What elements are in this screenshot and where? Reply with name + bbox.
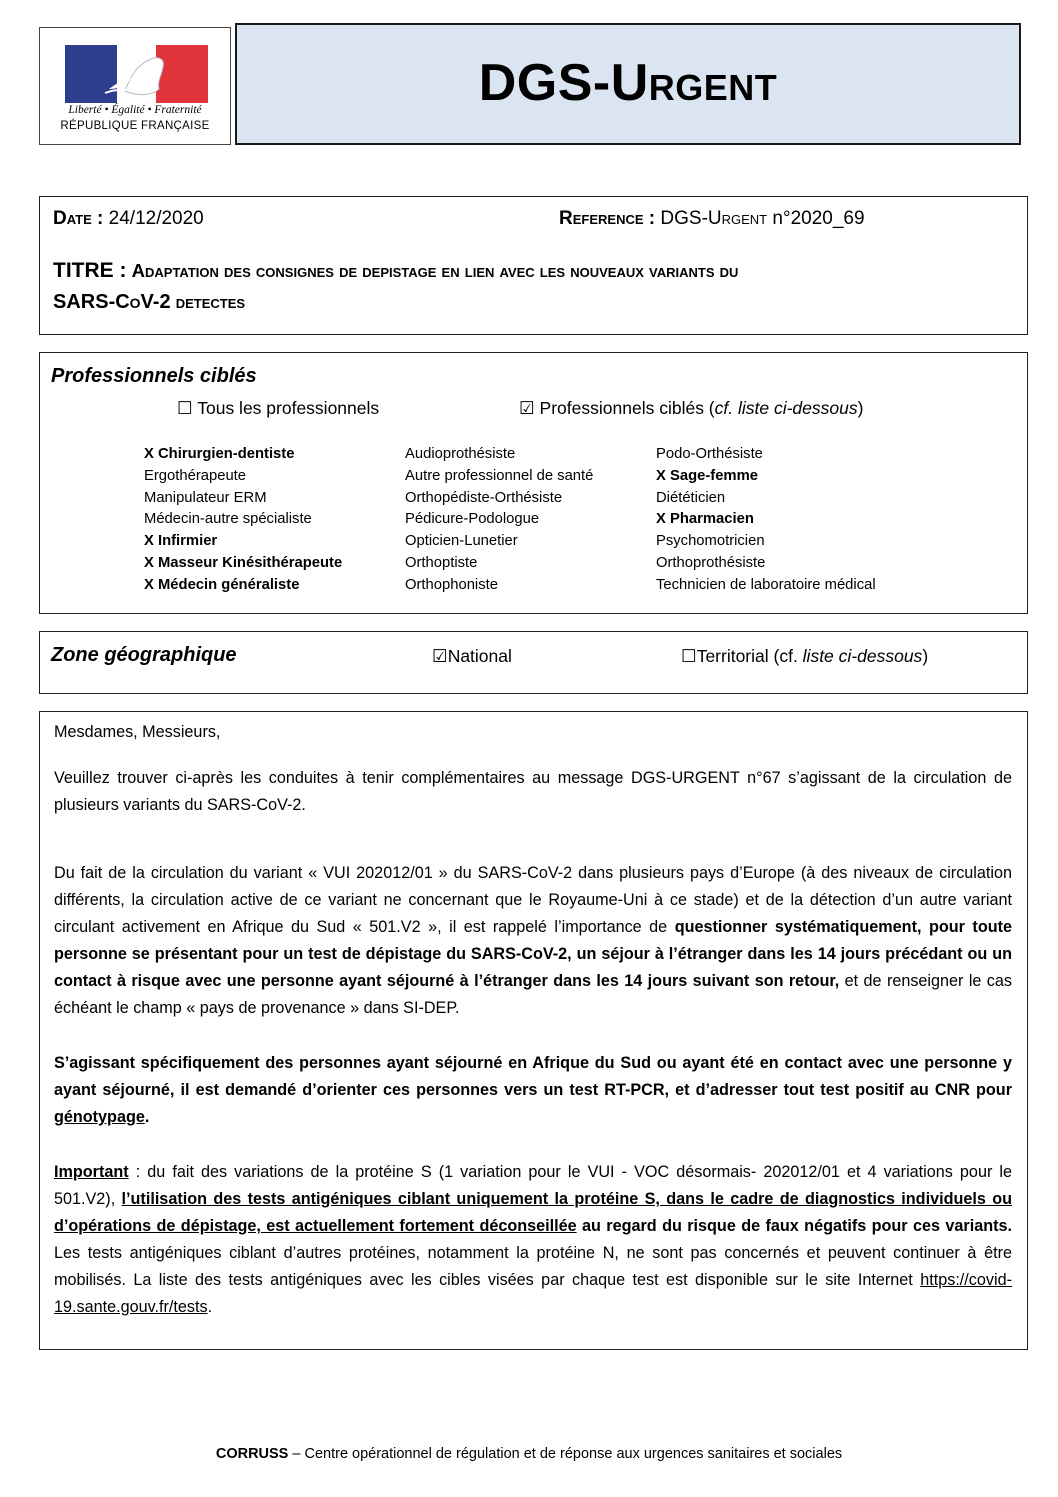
paragraph-south-africa: [54, 1050, 1012, 1131]
paragraph-important: [54, 1159, 1012, 1321]
reference-box: [39, 196, 1028, 335]
important-warning: l’utilisation des tests antigéniques ciblant uniquement la protéine S, dans le cadre de diagnostics individuels ou d’opérations de dépistage, est actuellement fortement déconseillée: [54, 1190, 1012, 1235]
option-targeted-suffix: ): [857, 398, 864, 418]
profession-item: Audioprothésiste: [405, 446, 516, 462]
important-warning-end: au regard du risque de faux négatifs pour ces variants.: [576, 1217, 1012, 1235]
greeting: Mesdames, Messieurs,: [54, 723, 221, 741]
profession-item: Technicien de laboratoire médical: [656, 576, 876, 593]
paragraph-intro: Veuillez trouver ci-après les conduites à tenir complémentaires au message DGS-URGENT n°67 s’agissant de la circulation de plusieurs variants du SARS-CoV-2.: [54, 769, 1012, 814]
footer-org: CORRUSS: [215, 1446, 289, 1462]
footer-text: – Centre opérationnel de régulation et de réponse aux urgences sanitaires et sociales: [288, 1446, 843, 1462]
profession-item: Podo-Orthésiste: [656, 446, 763, 462]
profession-item: Opticien-Lunetier: [405, 533, 518, 550]
paragraph-circulation: [54, 860, 1012, 1022]
page-title: DGS-Urgent: [478, 54, 778, 112]
option-targeted-prefix: ☑ Professionnels ciblés (: [519, 398, 715, 418]
profession-item: Orthopédiste-Orthésiste: [405, 489, 563, 506]
important-end: .: [207, 1298, 213, 1316]
profession-item: Manipulateur ERM: [144, 489, 267, 506]
title-text: Adaptation des consignes de depistage en lien avec les nouveaux variants du: [131, 260, 739, 281]
paragraph-circulation-text: Du fait de la circulation du variant « VUI 202012/01 » du SARS-CoV-2 dans plusieurs pays d’Europe (à des niveaux de circulation différents, la circulation active de ce variant ne concernant que le Royaume-Uni à ce stade) et de la détection d’un autre variant circulant activement en Afrique du Sud « 501.V2 », il est rappelé l’importance de: [54, 864, 1012, 936]
date-value: 24/12/2020: [108, 208, 204, 229]
zone-heading: Zone géographique: [51, 644, 237, 666]
profession-item: Psychomotricien: [656, 533, 765, 550]
option-targeted-professionals[interactable]: [519, 398, 863, 419]
profession-item: Autre professionnel de santé: [405, 467, 594, 484]
tests-link[interactable]: https://covid-19.sante.gouv.fr/tests: [54, 1271, 1012, 1316]
title-virus: SARS-CoV-2: [53, 291, 171, 313]
genotypage-term: génotypage: [54, 1108, 145, 1126]
logo-motto: Liberté • Égalité • Fraternité: [68, 104, 202, 116]
paragraph-circulation-end: et de renseigner le cas échéant le champ « pays de provenance » dans SI-DEP.: [54, 972, 1012, 1017]
reference-value-number: n°2020_69: [772, 208, 865, 229]
option-national[interactable]: ☑National: [432, 646, 512, 666]
profession-item: X Infirmier: [144, 533, 218, 550]
profession-item: Pédicure-Podologue: [405, 511, 540, 528]
date-label: Date :: [53, 208, 104, 229]
profession-item: Orthoptiste: [405, 554, 478, 571]
important-label: Important: [54, 1163, 129, 1181]
profession-item: Ergothérapeute: [144, 467, 247, 484]
professions-column-3: [656, 444, 876, 597]
message-body-box: [39, 711, 1028, 1350]
option-territorial[interactable]: [681, 646, 928, 667]
territorial-italic: liste ci-dessous: [802, 646, 923, 666]
paragraph-circulation-emphasis: questionner systématiquement, pour toute personne se présentant pour un test de dépistage du SARS-CoV-2, un séjour à l’étranger dans les 14 jours précédant ou un contact à risque avec une personne ayant séjourné à l’étranger dans les 14 jours suivant son retour,: [54, 918, 1012, 990]
targeted-professionals-box: [39, 352, 1028, 614]
option-all-professionals[interactable]: ☐ Tous les professionnels: [177, 398, 380, 418]
professions-column-2: [405, 444, 593, 597]
title-end: detectes: [175, 291, 246, 312]
republique-francaise-logo: [39, 27, 231, 145]
reference-label: Reference :: [559, 208, 656, 229]
marianne-logo-icon: [65, 45, 208, 103]
profession-item: X Médecin généraliste: [144, 576, 300, 593]
footer: [0, 1446, 1058, 1462]
document-title: [53, 255, 1013, 318]
profession-item: X Masseur Kinésithérapeute: [144, 554, 343, 571]
date-line: [53, 208, 204, 230]
geographic-zone-box: [39, 631, 1028, 694]
profession-item: Diététicien: [656, 489, 726, 506]
territorial-suffix: ): [922, 646, 929, 666]
header-banner: [235, 23, 1021, 145]
professions-column-1: [144, 444, 342, 597]
profession-item: X Chirurgien-dentiste: [144, 446, 295, 462]
profession-item: X Sage-femme: [656, 467, 758, 484]
profession-item: Orthoprothésiste: [656, 554, 766, 571]
paragraph-south-africa-end: .: [144, 1108, 150, 1126]
important-info: Les tests antigéniques ciblant d’autres protéines, notamment la protéine N, ne sont pas concernés et peuvent continuer à être mobilisés. La liste des tests antigéniques avec les cibles visées par chaque test est disponible sur le site Internet: [54, 1244, 1012, 1289]
important-text: : du fait des variations de la protéine S (1 variation pour le VUI - VOC désormais- 202012/01 et 4 variations pour le 501.V2),: [54, 1163, 1012, 1208]
logo-name: RÉPUBLIQUE FRANÇAISE: [60, 120, 210, 132]
territorial-prefix: ☐Territorial (cf.: [681, 646, 803, 666]
reference-value-prefix: DGS-Urgent: [660, 208, 768, 229]
paragraph-south-africa-text: S’agissant spécifiquement des personnes ayant séjourné en Afrique du Sud ou ayant été en contact avec une personne y ayant séjourné, il est demandé d’orienter ces personnes vers un test RT-PCR, et d’adresser tout test positif au CNR pour: [54, 1054, 1012, 1099]
profession-item: X Pharmacien: [656, 511, 754, 528]
title-label: TITRE :: [53, 259, 127, 282]
profession-item: Orthophoniste: [405, 576, 498, 593]
professionals-heading: Professionnels ciblés: [51, 365, 257, 387]
profession-item: Médecin-autre spécialiste: [144, 511, 312, 528]
reference-line: [559, 208, 865, 230]
option-targeted-italic: cf. liste ci-dessous: [714, 398, 858, 418]
